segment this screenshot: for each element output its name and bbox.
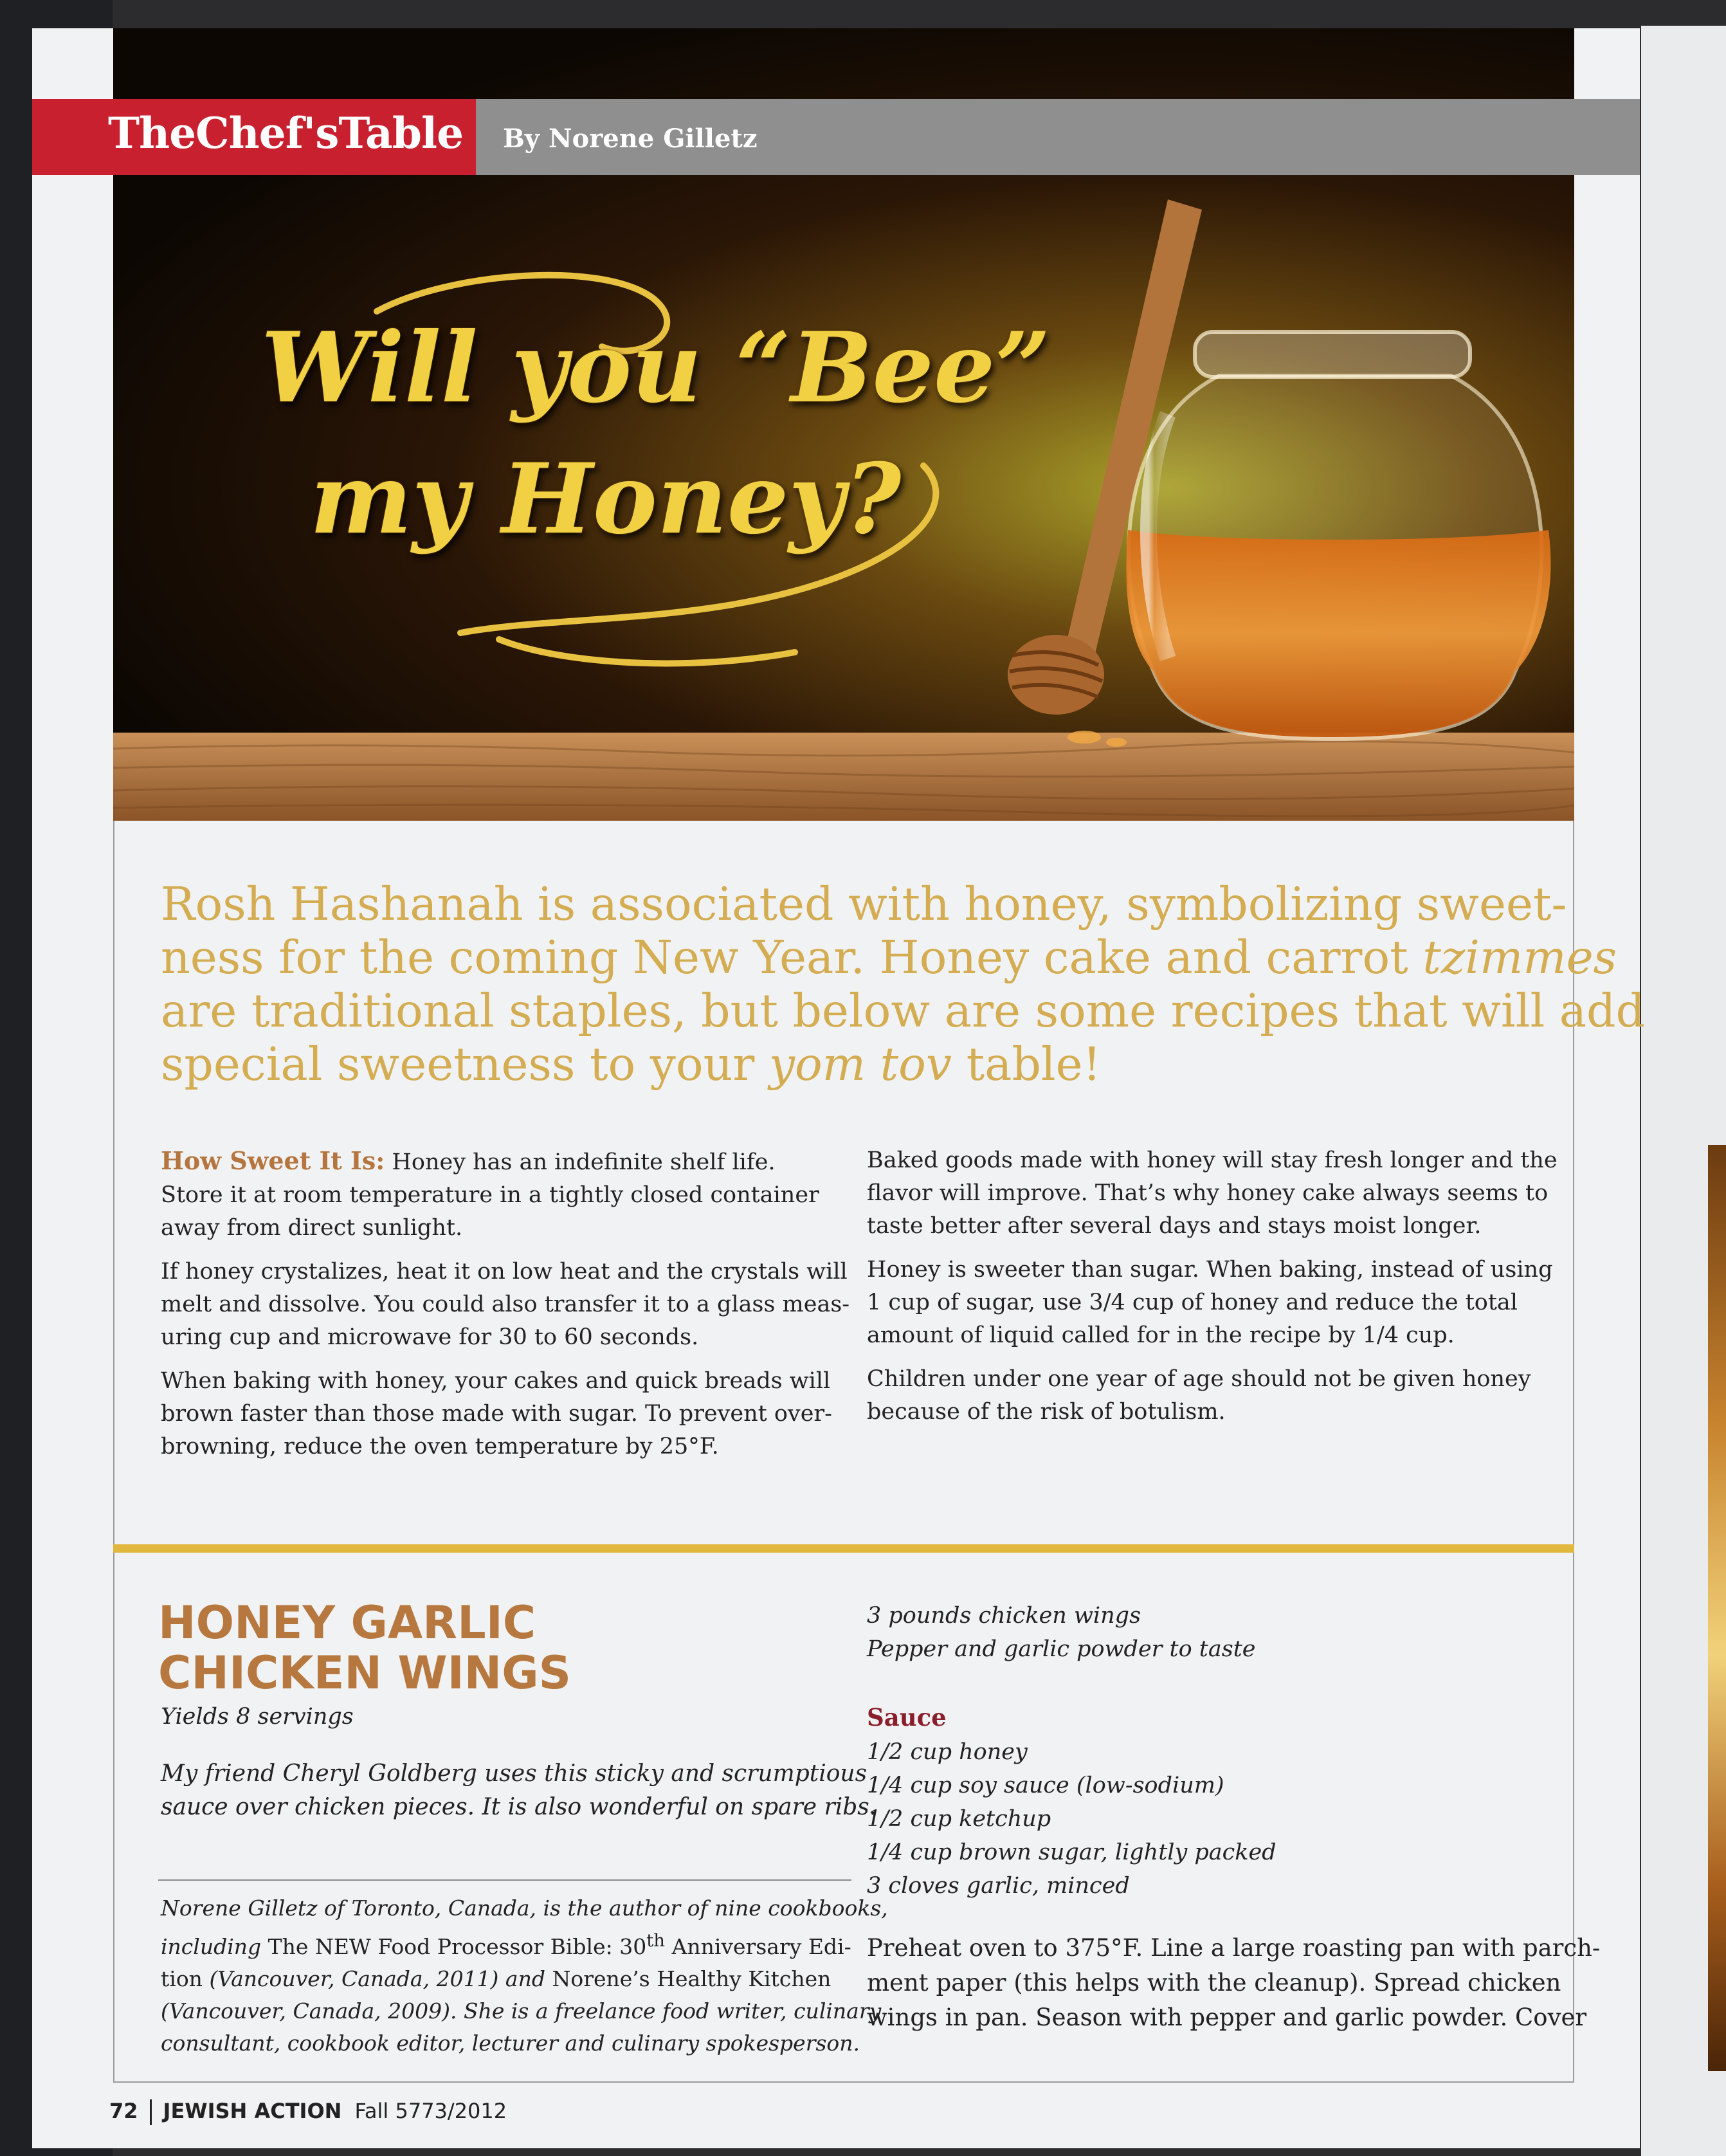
ingredients-list	[867, 1599, 1255, 1666]
page-footer	[109, 2099, 507, 2125]
lede-line	[161, 931, 1617, 984]
lede-paragraph	[161, 877, 1645, 1091]
tip-line: When baking with honey, your cakes and quick breads will	[161, 1368, 831, 1394]
tip-line: away from direct sunlight.	[161, 1215, 463, 1241]
lede-italic-term: tzimmes	[1422, 931, 1617, 984]
lede-line	[161, 984, 1645, 1037]
tip-line: 1 cup of sugar, use 3/4 cup of honey and reduce the total	[867, 1290, 1518, 1315]
recipe-intro	[161, 1757, 877, 1824]
tip-paragraph	[161, 1365, 839, 1463]
tips-column-right	[867, 1144, 1568, 1439]
section-title-tab	[32, 99, 476, 175]
bio-book-title: The NEW Food Processor Bible: 30	[268, 1934, 647, 1959]
page-number: 72	[109, 2099, 138, 2123]
tip-line: flavor will improve. That’s why honey cake always seems to	[867, 1180, 1549, 1206]
recipe-intro-line: sauce over chicken pieces. It is also wonderful on spare ribs.	[161, 1794, 877, 1820]
tip-line: Store it at room temperature in a tightly closed container	[161, 1182, 819, 1208]
tip-paragraph	[161, 1144, 839, 1245]
hero-headline-line-1: Will you “Bee”	[261, 311, 1051, 425]
tips-column-left	[161, 1144, 850, 1474]
recipe-yield: Yields 8 servings	[161, 1704, 354, 1730]
section-title: TheChef'sTable	[108, 108, 464, 158]
facing-page-edge	[1641, 26, 1726, 2156]
recipe-title-line: CHICKEN WINGS	[158, 1647, 572, 1699]
method-line: Preheat oven to 375°F. Line a large roasting pan with parch-	[867, 1934, 1601, 1962]
recipe-method	[867, 1931, 1600, 2035]
ingredient-item: 1/4 cup brown sugar, lightly packed	[867, 1840, 1276, 1865]
bio-divider	[158, 1879, 851, 1881]
tip-paragraph	[161, 1256, 850, 1354]
tip-line: taste better after several days and stays moist longer.	[867, 1213, 1482, 1239]
tip-line: because of the risk of botulism.	[867, 1399, 1226, 1425]
tip-line: browning, reduce the oven temperature by 25°F.	[161, 1434, 719, 1459]
bio-book-title: Anniversary Edi-	[665, 1934, 851, 1959]
tip-text: Honey has an indefinite shelf life.	[385, 1149, 776, 1175]
bio-book-title: tion	[161, 1966, 210, 1991]
recipe-title-line: HONEY GARLIC	[158, 1596, 536, 1649]
ingredient-item: Pepper and garlic powder to taste	[867, 1636, 1256, 1662]
ingredient-item: 1/2 cup honey	[867, 1739, 1028, 1765]
sauce-ingredients-list	[867, 1735, 1276, 1903]
section-divider-rule	[113, 1544, 1574, 1553]
ingredient-item: 3 cloves garlic, minced	[867, 1873, 1130, 1899]
hero-headline-line-2: my Honey?	[310, 443, 902, 556]
bio-line: consultant, cookbook editor, lecturer and culinary spokesperson.	[161, 2031, 860, 2056]
bio-text: (Vancouver, Canada, 2011) and	[209, 1966, 552, 1991]
bio-line: Norene Gilletz of Toronto, Canada, is the author of nine cookbooks,	[161, 1896, 888, 1921]
tip-line	[161, 1144, 839, 1179]
tip-line: uring cup and microwave for 30 to 60 seconds.	[161, 1324, 699, 1350]
ingredient-item: 1/2 cup ketchup	[867, 1806, 1051, 1832]
tip-line: Baked goods made with honey will stay fresh longer and the	[867, 1147, 1558, 1173]
bio-line	[161, 1924, 888, 1963]
bio-superscript: th	[646, 1930, 665, 1951]
ingredient-item: 1/4 cup soy sauce (low-sodium)	[867, 1773, 1224, 1798]
tip-paragraph	[867, 1254, 1568, 1352]
lede-italic-term: yom tov	[768, 1037, 952, 1091]
author-bio	[161, 1892, 888, 2060]
issue-label: Fall 5773/2012	[354, 2099, 507, 2123]
tip-line: brown faster than those made with sugar. To prevent over-	[161, 1401, 832, 1427]
tip-line: amount of liquid called for in the recipe by 1/4 cup.	[867, 1322, 1455, 1348]
bio-line	[161, 1963, 888, 1995]
facing-page-photo-edge	[1708, 1145, 1726, 2071]
bio-book-title: Norene’s Healthy Kitchen	[552, 1966, 831, 1991]
lede-line	[161, 877, 1567, 931]
lede-text: table!	[952, 1037, 1102, 1091]
tip-paragraph	[867, 1144, 1568, 1243]
lede-line	[161, 1037, 1550, 1091]
tip-line: Honey is sweeter than sugar. When baking, instead of using	[867, 1257, 1553, 1283]
tip-line: melt and dissolve. You could also transfer it to a glass meas-	[161, 1292, 850, 1317]
lede-text: ness for the coming New Year. Honey cake and carrot	[161, 931, 1423, 984]
magazine-name: JEWISH ACTION	[163, 2099, 342, 2123]
sauce-heading: Sauce	[867, 1703, 947, 1731]
bio-text: including	[161, 1934, 268, 1959]
ingredient-item: 3 pounds chicken wings	[867, 1603, 1141, 1629]
tip-line: If honey crystalizes, heat it on low heat and the crystals will	[161, 1259, 848, 1284]
lede-text: are traditional staples, but below are some recipes that will add	[161, 984, 1645, 1037]
footer-separator	[150, 2099, 152, 2125]
method-line: ment paper (this helps with the cleanup). Spread chicken	[867, 1969, 1561, 1996]
recipe-intro-line: My friend Cheryl Goldberg uses this sticky and scrumptious	[161, 1760, 868, 1787]
magazine-page	[32, 28, 1645, 2148]
bio-line: (Vancouver, Canada, 2009). She is a freelance food writer, culinary	[161, 1998, 882, 2024]
tip-line: Children under one year of age should not be given honey	[867, 1366, 1531, 1392]
byline-band	[476, 99, 1640, 175]
lede-text: Rosh Hashanah is associated with honey, symbolizing sweet-	[161, 877, 1567, 931]
tip-paragraph	[867, 1363, 1568, 1429]
recipe-title	[158, 1598, 571, 1698]
method-line: wings in pan. Season with pepper and garlic powder. Cover	[867, 2004, 1587, 2031]
tips-lead-label: How Sweet It Is:	[161, 1146, 385, 1175]
byline: By Norene Gilletz	[503, 123, 758, 154]
lede-text: special sweetness to your	[161, 1037, 769, 1091]
